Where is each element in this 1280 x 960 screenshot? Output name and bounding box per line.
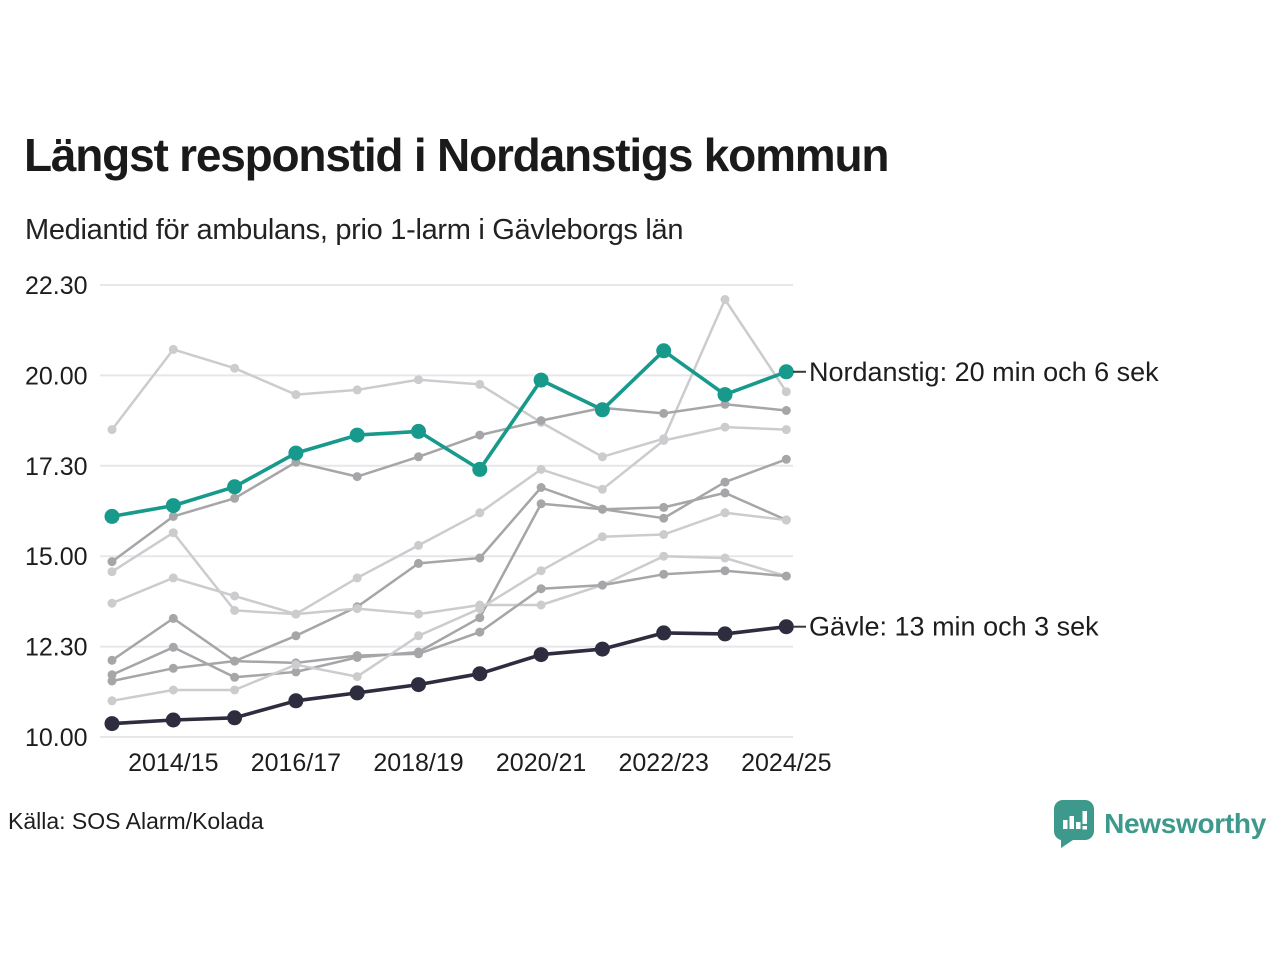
background-data-point [414, 452, 423, 461]
background-data-point [353, 472, 362, 481]
highlight-series-line [112, 627, 786, 724]
y-axis-tick-label: 10.00 [25, 724, 88, 752]
background-data-point [169, 686, 178, 695]
highlight-data-point [288, 446, 303, 461]
background-data-point [598, 581, 607, 590]
background-data-point [414, 375, 423, 384]
background-data-point [169, 512, 178, 521]
background-data-point [353, 385, 362, 394]
highlight-data-point [288, 693, 303, 708]
background-data-point [230, 673, 239, 682]
y-axis-tick-label: 12.30 [25, 633, 88, 662]
background-data-point [230, 592, 239, 601]
background-data-point [659, 530, 668, 539]
background-data-point [537, 566, 546, 575]
page-title: Längst responstid i Nordanstigs kommun [24, 129, 889, 181]
background-data-point [782, 406, 791, 415]
background-series-line [112, 404, 786, 561]
background-data-point [230, 657, 239, 666]
background-data-point [475, 613, 484, 622]
background-data-point [659, 514, 668, 523]
background-data-point [721, 508, 730, 517]
background-data-point [475, 431, 484, 440]
y-axis-tick-label: 20.00 [25, 362, 88, 391]
highlight-data-point [656, 343, 671, 358]
background-data-point [108, 425, 117, 434]
highlight-data-point [534, 373, 549, 388]
background-data-point [414, 631, 423, 640]
background-data-point [108, 557, 117, 566]
x-axis-tick-label: 2024/25 [741, 749, 832, 777]
highlight-data-point [411, 424, 426, 439]
highlight-data-point [779, 364, 794, 379]
series-annotation-label: Nordanstig: 20 min och 6 sek [809, 356, 1159, 387]
x-axis-tick-label: 2022/23 [618, 749, 709, 777]
background-data-point [108, 696, 117, 705]
background-data-point [598, 452, 607, 461]
background-data-point [169, 528, 178, 537]
background-data-point [782, 387, 791, 396]
background-data-point [537, 499, 546, 508]
background-data-point [537, 601, 546, 610]
chart-subtitle: Mediantid för ambulans, prio 1-larm i Gävleborgs län [25, 214, 684, 246]
x-axis-tick-label: 2016/17 [250, 749, 342, 777]
highlight-data-point [534, 647, 549, 662]
x-axis-tick-label: 2020/21 [495, 749, 587, 777]
background-data-point [598, 485, 607, 494]
background-data-point [598, 505, 607, 514]
background-data-point [659, 503, 668, 512]
background-data-point [108, 599, 117, 608]
highlight-data-point [227, 710, 242, 725]
background-data-point [108, 656, 117, 665]
background-data-point [782, 455, 791, 464]
highlight-data-point [656, 625, 671, 640]
highlight-data-point [350, 428, 365, 443]
background-data-point [659, 570, 668, 579]
background-data-point [475, 554, 484, 563]
brand-name: Newsworthy [1104, 808, 1266, 839]
highlight-data-point [595, 642, 610, 657]
background-data-point [721, 554, 730, 563]
background-data-point [721, 295, 730, 304]
background-data-point [537, 416, 546, 425]
highlight-data-point [166, 498, 181, 513]
highlight-data-point [472, 666, 487, 681]
background-data-point [537, 584, 546, 593]
background-data-point [475, 380, 484, 389]
background-series-line [112, 427, 786, 614]
background-data-point [414, 648, 423, 657]
background-data-point [230, 494, 239, 503]
background-data-point [598, 532, 607, 541]
background-data-point [414, 610, 423, 619]
background-data-point [291, 660, 300, 669]
source-credit: Källa: SOS Alarm/Kolada [8, 808, 264, 834]
background-data-point [721, 566, 730, 575]
background-data-point [291, 631, 300, 640]
highlight-data-point [472, 462, 487, 477]
background-data-point [475, 604, 484, 613]
background-data-point [230, 606, 239, 615]
background-data-point [721, 488, 730, 497]
highlight-data-point [227, 479, 242, 494]
background-series-line [112, 300, 786, 457]
background-data-point [414, 559, 423, 568]
series-annotation-label: Gävle: 13 min och 3 sek [809, 611, 1099, 642]
x-axis-tick-label: 2018/19 [373, 749, 464, 777]
background-data-point [659, 552, 668, 561]
background-data-point [353, 604, 362, 613]
background-data-point [169, 643, 178, 652]
background-data-point [169, 573, 178, 582]
y-axis-tick-label: 22.30 [25, 272, 88, 300]
y-axis-tick-label: 15.00 [25, 543, 88, 572]
highlight-data-point [166, 713, 181, 728]
background-data-point [537, 483, 546, 492]
background-data-point [169, 664, 178, 673]
background-data-point [291, 610, 300, 619]
background-data-point [475, 508, 484, 517]
background-data-point [230, 686, 239, 695]
highlight-data-point [105, 509, 120, 524]
background-data-point [782, 572, 791, 581]
background-data-point [414, 541, 423, 550]
background-data-point [230, 364, 239, 373]
background-data-point [169, 614, 178, 623]
x-axis-tick-label: 2014/15 [128, 749, 219, 777]
background-data-point [721, 423, 730, 432]
background-data-point [782, 516, 791, 525]
highlight-data-point [718, 387, 733, 402]
background-data-point [169, 345, 178, 354]
newsworthy-bubble-chart-icon [1054, 800, 1094, 848]
background-data-point [353, 653, 362, 662]
background-data-point [353, 573, 362, 582]
background-data-point [353, 672, 362, 681]
highlight-data-point [595, 402, 610, 417]
highlight-data-point [105, 716, 120, 731]
highlight-data-point [718, 626, 733, 641]
background-data-point [659, 436, 668, 445]
background-data-point [475, 628, 484, 637]
background-data-point [108, 670, 117, 679]
background-data-point [721, 478, 730, 487]
background-data-point [108, 567, 117, 576]
brand-logo [1054, 800, 1266, 848]
background-data-point [291, 390, 300, 399]
highlight-data-point [350, 685, 365, 700]
background-series-line [112, 513, 786, 701]
highlight-data-point [411, 677, 426, 692]
highlight-data-point [779, 619, 794, 634]
background-data-point [659, 409, 668, 418]
y-axis-tick-label: 17.30 [25, 452, 88, 481]
background-data-point [782, 425, 791, 434]
background-data-point [537, 465, 546, 474]
